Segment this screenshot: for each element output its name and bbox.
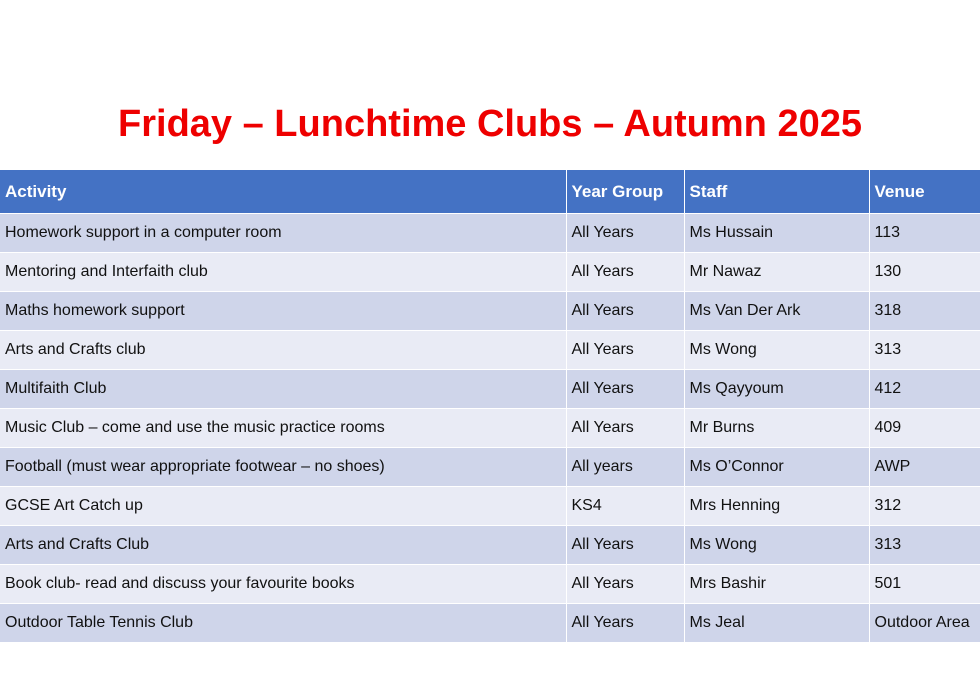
header-activity: Activity [0,170,566,214]
cell-venue: 130 [869,253,980,292]
cell-staff: Mr Nawaz [684,253,869,292]
cell-activity: Multifaith Club [0,370,566,409]
header-year-group: Year Group [566,170,684,214]
cell-staff: Ms Hussain [684,214,869,253]
cell-staff: Ms Qayyoum [684,370,869,409]
cell-venue: 409 [869,409,980,448]
cell-activity: Maths homework support [0,292,566,331]
cell-venue: Outdoor Area [869,604,980,643]
table-row [0,253,980,292]
cell-venue: 313 [869,526,980,565]
page-title: Friday – Lunchtime Clubs – Autumn 2025 [118,103,862,145]
table-row [0,565,980,604]
cell-venue: 113 [869,214,980,253]
cell-venue: 313 [869,331,980,370]
cell-venue: 312 [869,487,980,526]
cell-year-group: All Years [566,370,684,409]
cell-activity: Arts and Crafts club [0,331,566,370]
table-row [0,214,980,253]
cell-activity: Football (must wear appropriate footwear – no shoes) [0,448,566,487]
cell-venue: 412 [869,370,980,409]
cell-activity: Book club- read and discuss your favourite books [0,565,566,604]
table-row [0,487,980,526]
cell-year-group: All Years [566,292,684,331]
cell-staff: Ms Jeal [684,604,869,643]
cell-year-group: All Years [566,253,684,292]
cell-year-group: All Years [566,604,684,643]
table-row [0,448,980,487]
table-row [0,409,980,448]
table-row [0,604,980,643]
cell-year-group: All Years [566,565,684,604]
cell-staff: Mrs Bashir [684,565,869,604]
cell-activity: Music Club – come and use the music practice rooms [0,409,566,448]
clubs-table [0,170,980,643]
cell-staff: Ms Wong [684,331,869,370]
cell-activity: Arts and Crafts Club [0,526,566,565]
cell-year-group: KS4 [566,487,684,526]
table-row [0,370,980,409]
cell-activity: Homework support in a computer room [0,214,566,253]
cell-activity: GCSE Art Catch up [0,487,566,526]
cell-venue: 318 [869,292,980,331]
cell-year-group: All Years [566,214,684,253]
cell-venue: 501 [869,565,980,604]
cell-activity: Mentoring and Interfaith club [0,253,566,292]
cell-activity: Outdoor Table Tennis Club [0,604,566,643]
cell-year-group: All years [566,448,684,487]
table-header-row [0,170,980,214]
cell-year-group: All Years [566,526,684,565]
header-venue: Venue [869,170,980,214]
table-row [0,292,980,331]
cell-staff: Mr Burns [684,409,869,448]
table-row [0,526,980,565]
cell-year-group: All Years [566,409,684,448]
cell-staff: Mrs Henning [684,487,869,526]
table-row [0,331,980,370]
header-staff: Staff [684,170,869,214]
cell-year-group: All Years [566,331,684,370]
cell-staff: Ms O’Connor [684,448,869,487]
cell-venue: AWP [869,448,980,487]
cell-staff: Ms Van Der Ark [684,292,869,331]
cell-staff: Ms Wong [684,526,869,565]
